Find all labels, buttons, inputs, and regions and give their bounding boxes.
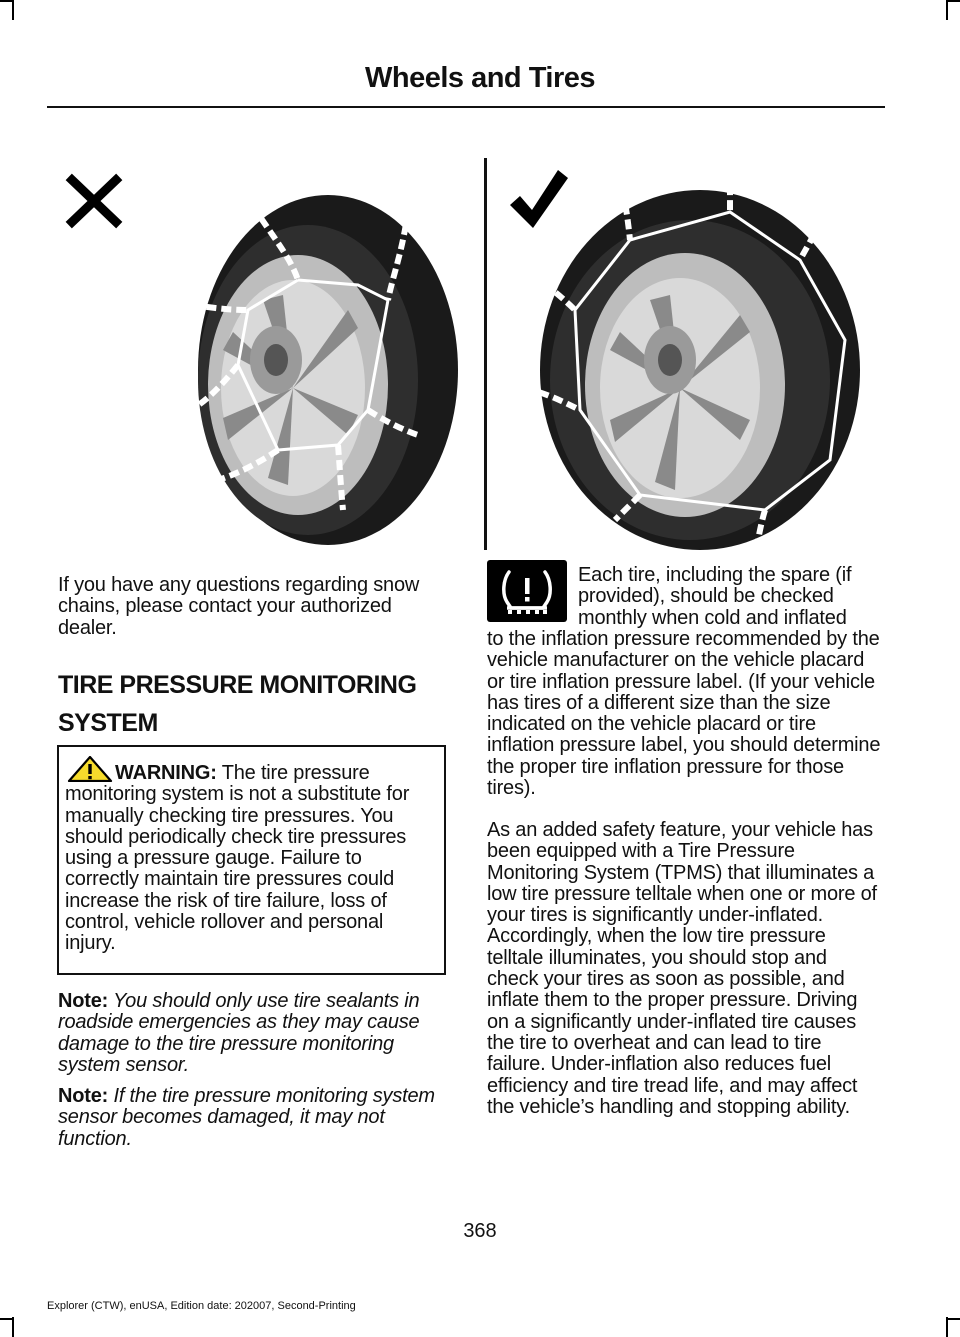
note xyxy=(58,1086,450,1150)
tpms-paragraph-continuation: to the inflation pressure recommended by the vehicle manufacturer on the vehicle placard or tire inflation pressure label. (If your vehicle has tires of a different size than the size indicated on the vehicle placard or tire inflation pressure label, you should determine the proper tire inflation pressure for those tires). xyxy=(487,628,881,800)
column-divider xyxy=(484,158,487,550)
page-title: Wheels and Tires xyxy=(365,62,595,94)
note-body: You should only use tire sealants in roadside emergencies as they may cause damage to the tire pressure monitoring system sensor. xyxy=(58,990,420,1076)
intro-paragraph: If you have any questions regarding snow chains, please contact your authorized dealer. xyxy=(58,574,420,639)
warning-body: The tire pressure monitoring system is not a substitute for manually checking tire pressures. You should periodically check tire pressures using a pressure gauge. Failure to correctly maintain tire pressures could increase the risk of tire failure, loss of control, vehicle rollover and personal injury. xyxy=(65,762,410,955)
crop-mark xyxy=(948,0,960,2)
warning-triangle-icon xyxy=(65,756,115,780)
section-heading-line: TIRE PRESSURE MONITORING xyxy=(58,671,417,699)
crop-mark xyxy=(946,0,948,20)
warning-label: WARNING: xyxy=(115,762,217,784)
note xyxy=(58,991,450,1076)
note-body: If the tire pressure monitoring system sensor becomes damaged, it may not function. xyxy=(58,1085,435,1150)
note-label: Note: xyxy=(58,1085,109,1107)
tread-marks xyxy=(508,610,547,614)
note-label: Note: xyxy=(58,990,109,1012)
warning-box xyxy=(57,745,446,975)
check-icon xyxy=(510,170,568,228)
page-number: 368 xyxy=(463,1220,497,1242)
crop-mark xyxy=(12,0,14,20)
tpms-paragraph-start: Each tire, including the spare (if provided), should be checked monthly when cold and inflated xyxy=(578,564,852,629)
tpms-paragraph-2: As an added safety feature, your vehicle has been equipped with a Tire Pressure Monitoring System (TPMS) that illuminates a low tire pressure telltale when one or more of your tires is significantly under-inflated. Accordingly, when the low tire pressure telltale illuminates, you should stop and check your tires as soon as possible, and inflate them to the proper pressure. Driving on a significantly under-inflated tire causes the tire to overheat and can lead to tire failure. Under-inflation also reduces fuel efficiency and tire tread life, and may affect the vehicle’s handling and stopping ability. xyxy=(487,819,877,1118)
crop-mark xyxy=(0,1318,12,1320)
warning-text xyxy=(65,756,438,955)
section-heading-line: SYSTEM xyxy=(58,709,158,737)
section-heading xyxy=(58,666,458,742)
crop-mark xyxy=(946,1317,948,1337)
figure-incorrect-chain xyxy=(58,160,458,550)
tire-pressure-warning-icon xyxy=(487,560,567,622)
cross-icon xyxy=(72,180,116,222)
crop-mark xyxy=(12,1317,14,1337)
figure-correct-chain xyxy=(500,160,880,550)
crop-mark xyxy=(0,0,12,2)
crop-mark xyxy=(948,1318,960,1320)
header-rule xyxy=(47,106,885,108)
footer-text: Explorer (CTW), enUSA, Edition date: 202007, Second-Printing xyxy=(47,1300,356,1312)
